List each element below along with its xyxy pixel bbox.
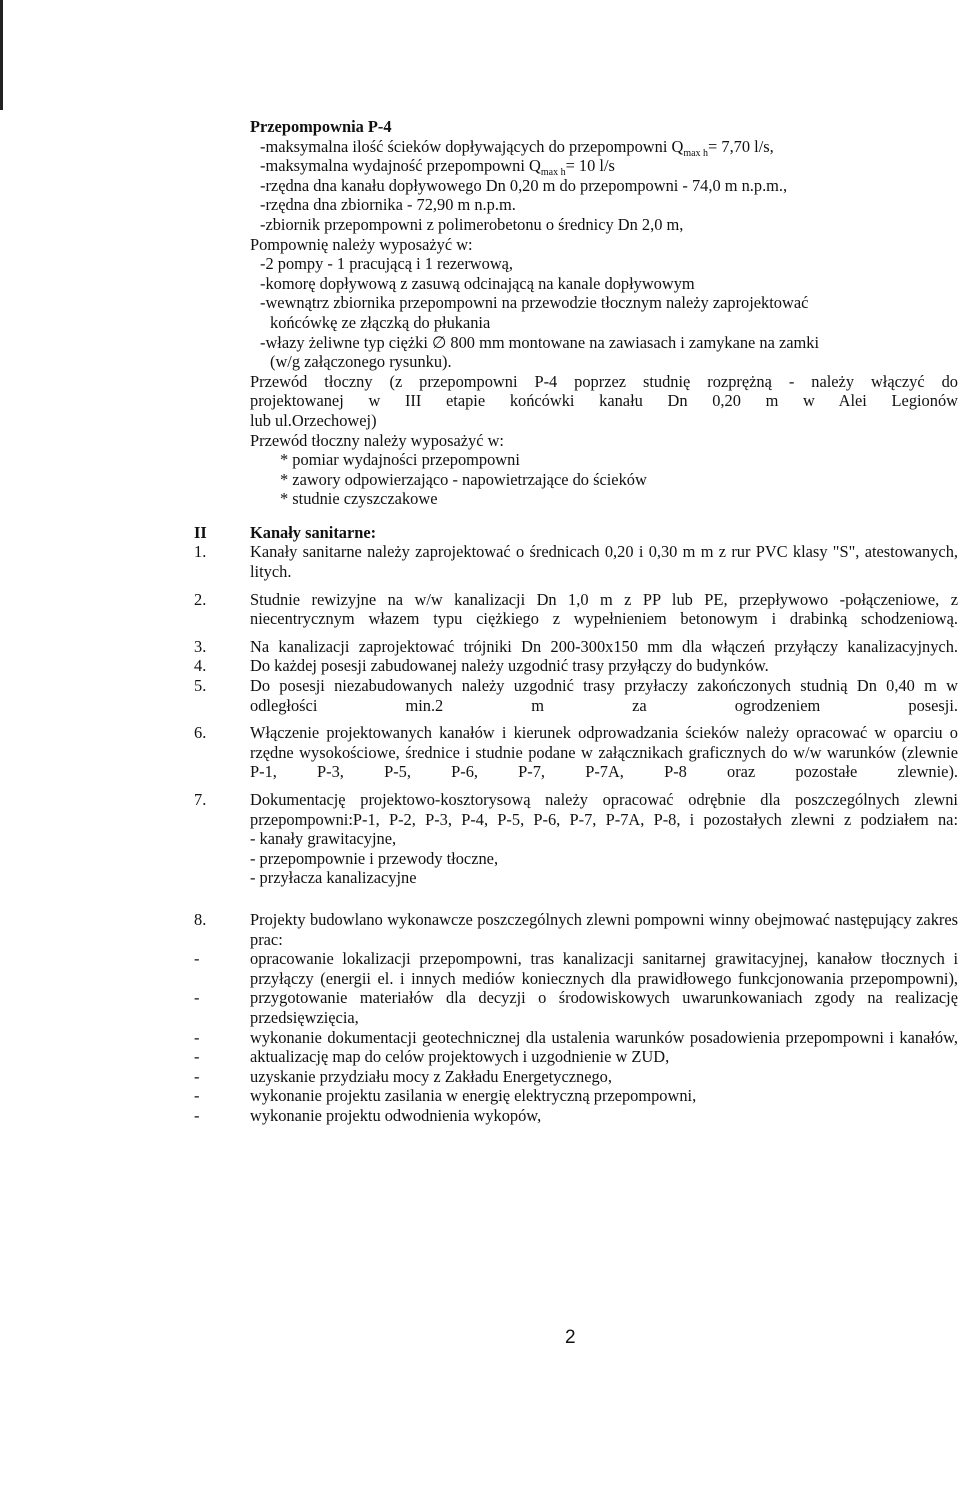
p4-line-12: (w/g załączonego rysunku). xyxy=(270,352,452,372)
dash-item xyxy=(194,1105,958,1126)
p4-line-1: -maksymalna ilość ścieków dopływających do przepompowni $Q_{max h}= 7,70$ l/s, xyxy=(260,136,774,159)
dash-item xyxy=(194,1066,958,1087)
dash-item xyxy=(194,1047,958,1067)
list-item-number: 5. xyxy=(194,676,207,696)
list-item-number: 3. xyxy=(194,636,207,656)
list-item-text: Na kanalizacji zaprojektować trójniki Dn 200-300x150 mm dla włączeń przyłączy kanalizacyjnych. xyxy=(250,636,958,656)
list-item xyxy=(194,589,958,629)
list-item xyxy=(194,676,958,715)
section-ii-number: II xyxy=(194,522,207,542)
p4-line-6: Pompownię należy wyposażyć w: xyxy=(250,234,473,254)
p4-line-11: -włazy żeliwne typ ciężki ∅ 800 mm montowane na zawiasach i zamykane na zamki xyxy=(260,332,820,352)
p4-line-13: Przewód tłoczny (z przepompowni P-4 poprzez studnię rozprężną - należy włączyć do xyxy=(250,371,958,391)
list-item-text: Kanały sanitarne należy zaprojektować o średnicach 0,20 i 0,30 m m z rur PVC klasy "S", atestowanych, litych. xyxy=(250,542,958,582)
list-item-number: 2. xyxy=(194,589,207,609)
section-ii-heading xyxy=(194,522,958,543)
list-item-text: Do posesji niezabudowanych należy uzgodnić trasy przyłaczy zakończonych studnią Dn 0,40 m w odległości min.2 m za ogrodzeniem posesji. xyxy=(250,676,958,715)
dash-item-text: aktualizację map do celów projektowych i uzgodnienie w ZUD, xyxy=(250,1047,670,1067)
list-item-text: Projekty budowlano wykonawcze poszczególnych zlewni pompowni winny obejmować następujący zakres prac: xyxy=(250,909,958,949)
list-item-number: 1. xyxy=(194,542,207,562)
p4-line-10: końcówkę ze złączką do płukania xyxy=(270,312,491,332)
list-item-text: Włączenie projektowanych kanałów i kierunek odprowadzania ścieków należy opracować w oparciu o rzędne wysokościowe, średnice i studnie podane w załącznikach graficznych do w/w warunków (zlewnie P-1, P-3, P-5, P-6, P-7, P-7A, P-8 oraz pozostałe zlewnie). xyxy=(250,723,958,782)
dash-bullet: - xyxy=(194,1066,200,1086)
list-item-text: Do każdej posesji zabudowanej należy uzgodnić trasy przyłączy do budynków. xyxy=(250,656,769,676)
list-sub-item: - przepompownie i przewody tłoczne, xyxy=(250,848,499,868)
dash-item-text: wykonanie projektu odwodnienia wykopów, xyxy=(250,1105,542,1125)
dash-item-text: wykonanie projektu zasilania w energię elektryczną przepompowni, xyxy=(250,1086,697,1106)
list-item xyxy=(194,542,958,582)
dash-item-text: przygotowanie materiałów dla decyzji o środowiskowych uwarunkowaniach zgody na realizację przedsięwzięcia, xyxy=(250,988,958,1027)
list-item xyxy=(194,723,958,782)
p4-line-14: projektowanej w III etapie końcówki kanału Dn 0,20 m w Alei Legionów xyxy=(250,391,958,411)
p4-line-18: * zawory odpowierzająco - napowietrzające do ścieków xyxy=(280,469,647,489)
list-sub-item: - kanały grawitacyjne, xyxy=(250,829,397,849)
dash-item xyxy=(194,1027,958,1048)
dash-bullet: - xyxy=(194,1027,200,1047)
dash-item xyxy=(194,1086,958,1106)
list-item-text: Studnie rewizyjne na w/w kanalizacji Dn 1,0 m z PP lub PE, przepływowo -połączeniowe, z niecentrycznym włazem typu ciężkiego z wypełnieniem betonowym i drabinką schodzeniową. xyxy=(250,589,958,629)
list-item xyxy=(194,790,958,888)
p4-line-5: -zbiornik przepompowni z polimerobetonu o średnicy Dn 2,0 m, xyxy=(260,214,684,234)
list-item-number: 7. xyxy=(194,790,207,809)
p4-line-2: -maksymalna wydajność przepompowni $Q_{max h}= 10$ l/s xyxy=(260,156,615,179)
p4-line-4: -rzędna dna zbiornika - 72,90 m n.p.m. xyxy=(260,195,516,215)
list-item xyxy=(194,636,958,657)
scan-edge-mark xyxy=(0,0,3,110)
p4-line-16: Przewód tłoczny należy wyposażyć w: xyxy=(250,430,504,450)
list-item-number: 4. xyxy=(194,656,207,676)
list-item xyxy=(194,656,958,676)
p4-line-3: -rzędna dna kanału dopływowego Dn 0,20 m do przepompowni - 74,0 m n.p.m., xyxy=(260,175,788,195)
dash-bullet: - xyxy=(194,1105,200,1125)
dash-item-text: wykonanie dokumentacji geotechnicznej dla ustalenia warunków posadowienia przepompowni i kanałów, xyxy=(250,1027,958,1047)
p4-line-7: -2 pompy - 1 pracującą i 1 rezerwową, xyxy=(260,254,514,274)
list-item-number: 8. xyxy=(194,909,207,929)
list-item-text: Dokumentację projektowo-kosztorysową należy opracować odrębnie dla poszczególnych zlewni przepompowni:P-1, P-2, P-3, P-4, P-5, P-6, P-7, P-7A, P-8, i pozostałych zlewni z podziałem na: xyxy=(250,790,958,829)
p4-line-17: * pomiar wydajności przepompowni xyxy=(280,450,520,470)
page-number: 2 xyxy=(565,1327,576,1348)
dash-item xyxy=(194,988,958,1027)
document-page xyxy=(194,117,958,1126)
list-item-number: 6. xyxy=(194,723,207,743)
dash-bullet: - xyxy=(194,949,200,969)
p4-line-9: -wewnątrz zbiornika przepompowni na przewodzie tłocznym należy zaprojektować xyxy=(260,293,809,313)
dash-bullet: - xyxy=(194,1086,200,1106)
list-item xyxy=(194,909,958,949)
p4-line-8: -komorę dopływową z zasuwą odcinającą na kanale dopływowym xyxy=(260,273,695,293)
section-title-p4: Przepompownia P-4 xyxy=(250,117,392,136)
dash-item-text: opracowanie lokalizacji przepompowni, tras kanalizacji sanitarnej grawitacyjnej, kanałow tłocznych i przyłączy (energii el. i innych mediów koniecznych dla prawidłowego funkcjonowania przepompowni), xyxy=(250,949,958,988)
section-ii-title: Kanały sanitarne: xyxy=(250,522,377,542)
dash-bullet: - xyxy=(194,988,200,1008)
p4-line-19: * studnie czyszczakowe xyxy=(280,489,438,509)
p4-line-15: lub ul.Orzechowej) xyxy=(250,410,377,430)
dash-item-text: uzyskanie przydziału mocy z Zakładu Energetycznego, xyxy=(250,1066,612,1086)
dash-bullet: - xyxy=(194,1047,200,1067)
list-sub-item: - przyłacza kanalizacyjne xyxy=(250,868,417,888)
dash-item xyxy=(194,949,958,988)
